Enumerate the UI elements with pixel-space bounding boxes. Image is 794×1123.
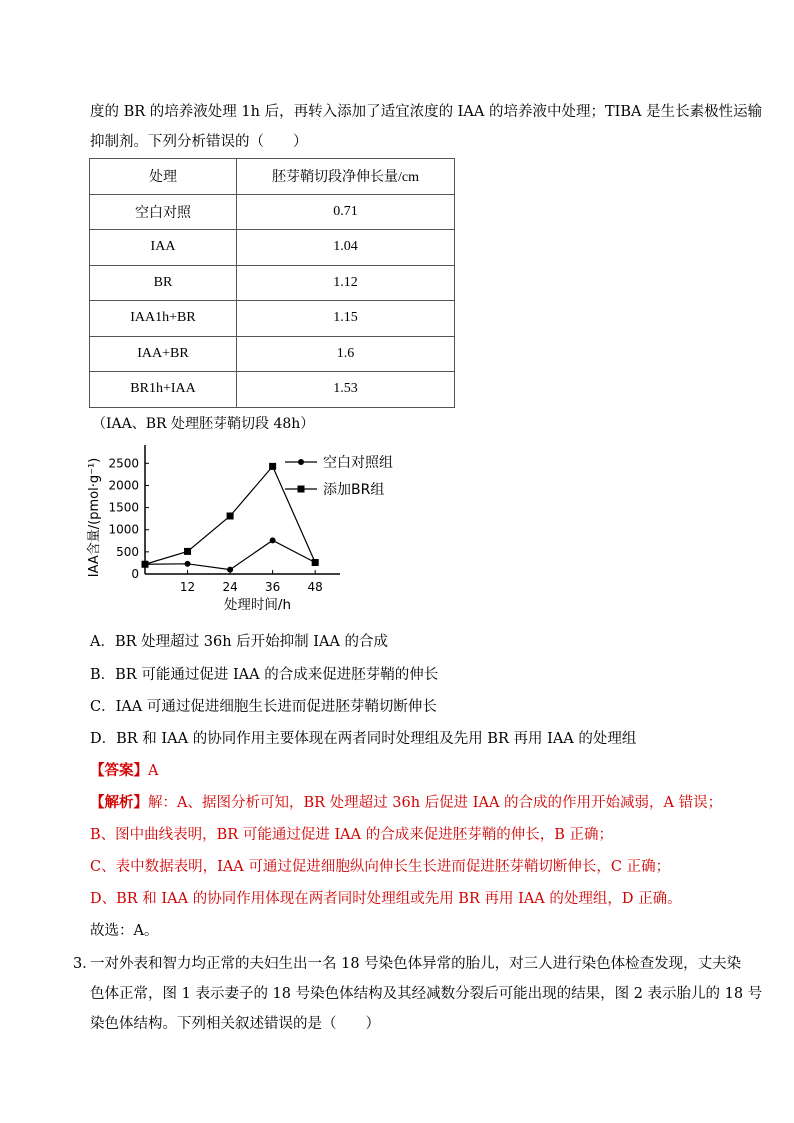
table-cell: 1.15 (237, 301, 455, 337)
y-tick-label: 0 (131, 567, 139, 581)
table-cell: BR1h+IAA (90, 372, 237, 408)
iaa-line-chart (80, 440, 440, 615)
table-header-row (90, 159, 455, 195)
table-row (90, 372, 455, 408)
analysis-conclusion: 故选：A。 (90, 923, 159, 939)
x-tick-label: 48 (307, 580, 323, 594)
y-axis-label: IAA含量/(pmol·g⁻¹) (87, 457, 102, 578)
x-axis-label: 处理时间/h (223, 597, 292, 613)
analysis-text: 解：A、据图分析可知，BR 处理超过 36h 后促进 IAA 的合成的作用开始减弱，A 错误； (148, 795, 723, 811)
table-row (90, 265, 455, 301)
analysis-line-2: B、图中曲线表明，BR 可能通过促进 IAA 的合成来促进胚芽鞘的伸长，B 正确； (90, 827, 613, 843)
table-cell: 1.6 (237, 336, 455, 372)
table-header-cell: 胚芽鞘切段净伸长量/cm (237, 159, 455, 195)
y-tick-label: 1500 (108, 500, 139, 515)
table-cell: 1.12 (237, 265, 455, 301)
analysis-line-1 (90, 793, 722, 813)
analysis-line-3: C、表中数据表明，IAA 可通过促进细胞纵向伸长生长进而促进胚芽鞘切断伸长，C 正确； (90, 859, 671, 875)
option-d: D．BR 和 IAA 的协同作用主要体现在两者同时处理组及先用 BR 再用 IAA 的处理组 (90, 731, 637, 747)
table-cell: 空白对照 (90, 194, 237, 230)
series-line (145, 540, 315, 569)
data-point (184, 548, 191, 555)
data-point (227, 512, 234, 519)
table-row (90, 230, 455, 266)
table-cell: IAA+BR (90, 336, 237, 372)
analysis-label: 【解析】 (90, 794, 148, 811)
table-cell: IAA1h+BR (90, 301, 237, 337)
data-point (142, 561, 149, 568)
question-line-3: 染色体结构。下列相关叙述错误的是（ ） (90, 1016, 380, 1032)
intro-line-1: 度的 BR 的培养液处理 1h 后，再转入添加了适宜浓度的 IAA 的培养液中处理；TIBA 是生长素极性运输 (90, 104, 763, 120)
table-cell: IAA (90, 230, 237, 266)
option-b: B．BR 可能通过促进 IAA 的合成来促进胚芽鞘的伸长 (90, 667, 439, 683)
answer-line (90, 761, 722, 781)
question-line-2: 色体正常，图 1 表示妻子的 18 号染色体结构及其经减数分裂后可能出现的结果，图 2 表示胎儿的 18 号 (90, 986, 763, 1002)
table-cell: 1.53 (237, 372, 455, 408)
data-table (89, 158, 455, 408)
table-row (90, 194, 455, 230)
option-a: A．BR 处理超过 36h 后开始抑制 IAA 的合成 (90, 634, 389, 650)
table-cell: 0.71 (237, 194, 455, 230)
x-tick-label: 36 (264, 580, 281, 594)
data-point (270, 537, 276, 543)
legend-label: 添加BR组 (323, 482, 385, 498)
y-tick-label: 2000 (108, 478, 139, 493)
question-number: 3． (73, 956, 97, 972)
data-point (269, 463, 276, 470)
x-tick-label: 12 (179, 580, 196, 594)
answer-label: 【答案】 (90, 762, 148, 779)
answer-value: A (148, 763, 159, 779)
intro-line-2: 抑制剂。下列分析错误的（ ） (90, 134, 308, 150)
legend-marker (298, 459, 304, 465)
legend-label: 空白对照组 (323, 455, 393, 471)
legend-marker (298, 486, 305, 493)
analysis-line-4: D、BR 和 IAA 的协同作用体现在两者同时处理组或先用 BR 再用 IAA 的处理组，D 正确。 (90, 891, 682, 907)
x-tick-label: 24 (222, 580, 238, 594)
table-caption: （IAA、BR 处理胚芽鞘切段 48h） (92, 416, 315, 432)
question-line-1: 一对外表和智力均正常的夫妇生出一名 18 号染色体异常的胎儿，对三人进行染色体检查发现，丈夫染 (90, 956, 742, 972)
data-point (227, 567, 233, 573)
table-row (90, 301, 455, 337)
table-cell: 1.04 (237, 230, 455, 266)
y-tick-label: 500 (116, 544, 139, 559)
data-point (185, 561, 191, 567)
table-row (90, 336, 455, 372)
data-point (312, 559, 319, 566)
table-header-cell: 处理 (90, 159, 237, 195)
option-c: C．IAA 可通过促进细胞生长进而促进胚芽鞘切断伸长 (90, 699, 437, 715)
table-cell: BR (90, 265, 237, 301)
y-tick-label: 1000 (108, 522, 139, 537)
y-tick-label: 2500 (108, 456, 139, 471)
